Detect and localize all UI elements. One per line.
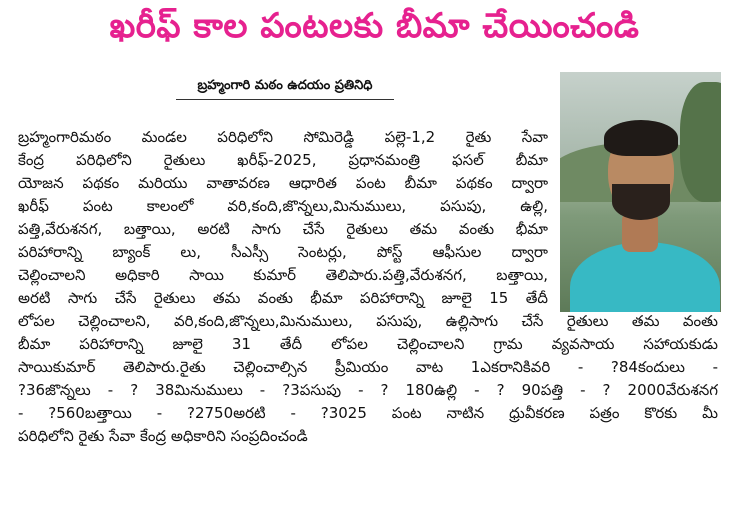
article-line: అరటి సాగు చేసే రైతులు తమ వంతు భీమా పరిహారాన్ని జూలై 15 తేదీ <box>18 289 548 307</box>
article-line: పత్తి,వేరుశనగ, బత్తాయి, అరటి సాగు చేసే రైతులు తమ వంతు భీమా <box>18 220 548 238</box>
byline: బ్రహ్మంగారి మఠం ఉదయం ప్రతినిధి <box>197 78 373 93</box>
bottom-decoration <box>110 508 670 518</box>
byline-underline <box>176 99 394 100</box>
article-line: పరిధిలోని రైతు సేవా కేంద్ర అధికారిని సంప్రదించండి <box>18 427 308 445</box>
article-line: సాయికుమార్ తెలిపారు.రైతు చెల్లించాల్సిన ప్రీమియం వాట 1ఎకరానికివరి - ?84కందులు - <box>18 358 718 376</box>
article-line: బ్రహ్మంగారిమఠం మండల పరిధిలోని సోమిరెడ్డి పల్లె-1,2 రైతు సేవా <box>18 128 548 146</box>
article-line: బీమా పరిహారాన్ని జూలై 31 తేదీ లోపల చెల్లించాలని గ్రామ వ్యవసాయ సహాయకుడు <box>18 335 718 353</box>
article-line: - ?560బత్తాయి - ?2750అరటి - ?3025 పంట నాటిన ధ్రువీకరణ పత్రం కొరకు మీ <box>18 404 718 422</box>
article-line: కేంద్ర పరిధిలోని రైతులు ఖరీఫ్-2025, ప్రధానమంత్రి ఫసల్ బీమా <box>18 151 548 169</box>
headline: ఖరీఫ్ కాల పంటలకు బీమా చేయించండి <box>109 6 640 46</box>
article-body <box>18 126 718 448</box>
article-line: ఖరీఫ్ పంట కాలంలో వరి,కంది,జొన్నలు,మినుములు, పసుపు, ఉల్లి, <box>18 197 548 215</box>
article-line: లోపల చెల్లించాలని, వరి,కంది,జొన్నలు,మినుములు, పసుపు, ఉల్లిసాగు చేసే రైతులు తమ వంతు <box>18 312 718 330</box>
byline-block <box>176 78 394 100</box>
article-line: చెల్లించాలని అధికారి సాయి కుమార్ తెలిపారు.పత్తి,వేరుశనగ, బత్తాయి, <box>18 266 548 284</box>
article-line: ?36జొన్నలు - ? 38మినుములు - ?3పసుపు - ? 180ఉల్లి - ? 90పత్తి - ? 2000వేరుశనగ <box>18 381 718 399</box>
article-line: పరిహారాన్ని బ్యాంక్ లు, సీఎస్సీ సెంటర్లు, పోస్ట్ ఆఫీసుల ద్వారా <box>18 243 548 261</box>
article-line: యోజన పథకం మరియు వాతావరణ ఆధారిత పంట బీమా పథకం ద్వారా <box>18 174 548 192</box>
